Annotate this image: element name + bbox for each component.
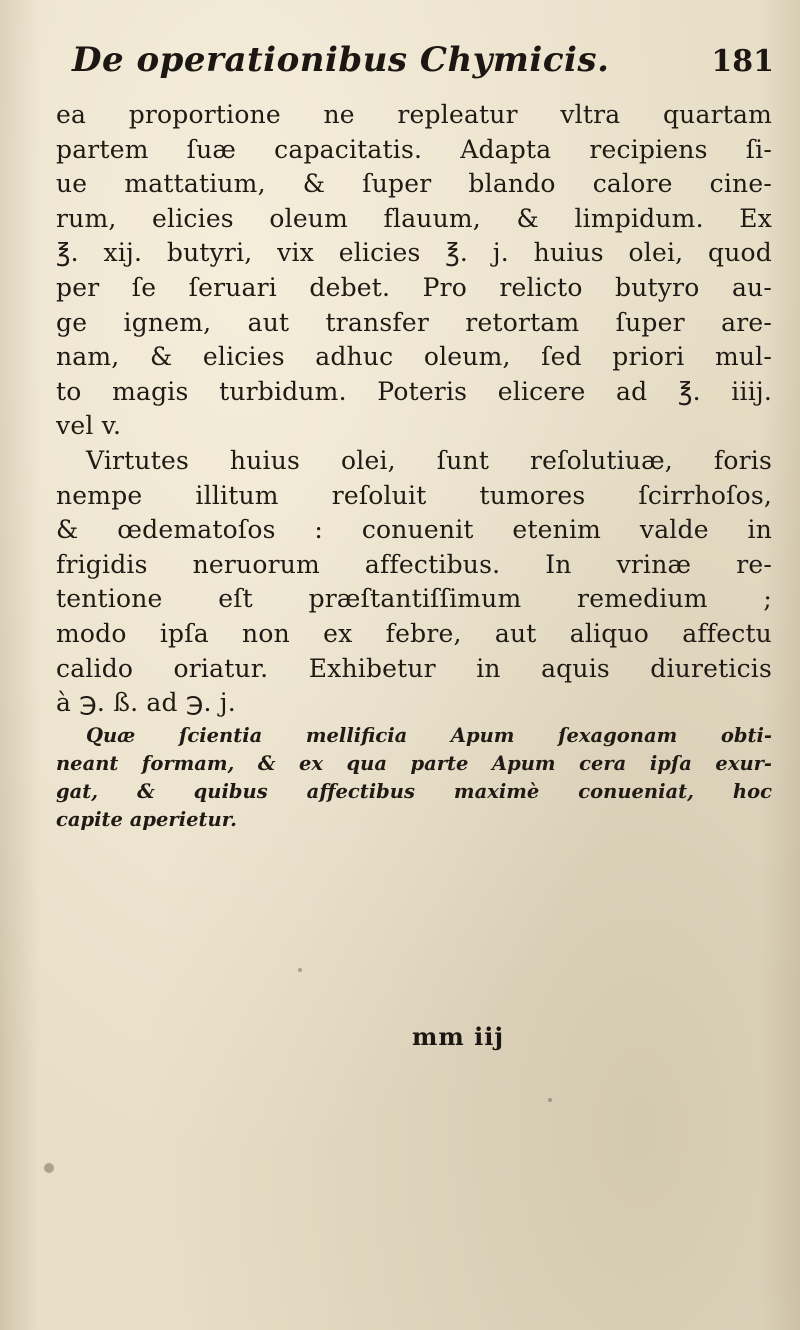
- text-line: Virtutes huius olei, ſunt reſolutiuæ, foris: [86, 445, 772, 475]
- page-header: [62, 40, 774, 100]
- question-line: Quæ ſcientia mellificia Apum ſexagonam obti-: [86, 724, 772, 747]
- text-line: vel v.: [56, 411, 122, 441]
- running-head: De operationibus Chymicis.: [72, 40, 610, 80]
- question-line: gat, & quibus affectibus maximè conueniat, hoc: [56, 780, 772, 803]
- text-line: partem ſuæ capacitatis. Adapta recipiens ſi-: [56, 134, 772, 164]
- question-line: neant formam, & ex qua parte Apum cera ipſa exur-: [56, 752, 772, 775]
- paper-stain: [44, 1163, 54, 1173]
- text-line: & œdematoſos : conuenit etenim valde in: [56, 515, 772, 545]
- paper-stain: [298, 968, 302, 972]
- text-line: nempe illitum reſoluit tumores ſcirrhoſos,: [56, 480, 772, 510]
- text-line: ℥. xij. butyri, vix elicies ℥. j. huius olei, quod: [56, 238, 772, 268]
- text-line: tentione eſt præſtantiſſimum remedium ;: [56, 584, 772, 614]
- text-line: per ſe ſeruari debet. Pro relicto butyro au-: [56, 272, 772, 302]
- signature-mark: mm iij: [412, 1022, 505, 1051]
- text-line: ue mattatium, & ſuper blando calore cine-: [56, 169, 772, 199]
- text-line: nam, & elicies adhuc oleum, ſed priori mul-: [56, 342, 772, 372]
- text-line: frigidis neruorum affectibus. In vrinæ re-: [56, 549, 772, 579]
- chapter-question: [56, 722, 772, 834]
- text-line: rum, elicies oleum flauum, & limpidum. Ex: [56, 203, 772, 233]
- text-line: ea proportione ne repleatur vltra quartam: [56, 100, 772, 129]
- page-number: 181: [711, 44, 774, 79]
- text-line: calido oriatur. Exhibetur in aquis diureticis: [56, 653, 772, 683]
- text-line: modo ipſa non ex febre, aut aliquo affectu: [56, 618, 772, 648]
- paper-stain: [548, 1098, 552, 1102]
- question-line: capite aperietur.: [56, 808, 237, 831]
- text-line: à ℈. ß. ad ℈. j.: [56, 688, 236, 718]
- body-text: [56, 98, 772, 721]
- text-line: ge ignem, aut transfer retortam ſuper are-: [56, 307, 772, 337]
- text-line: to magis turbidum. Poteris elicere ad ℥. iiij.: [56, 376, 772, 406]
